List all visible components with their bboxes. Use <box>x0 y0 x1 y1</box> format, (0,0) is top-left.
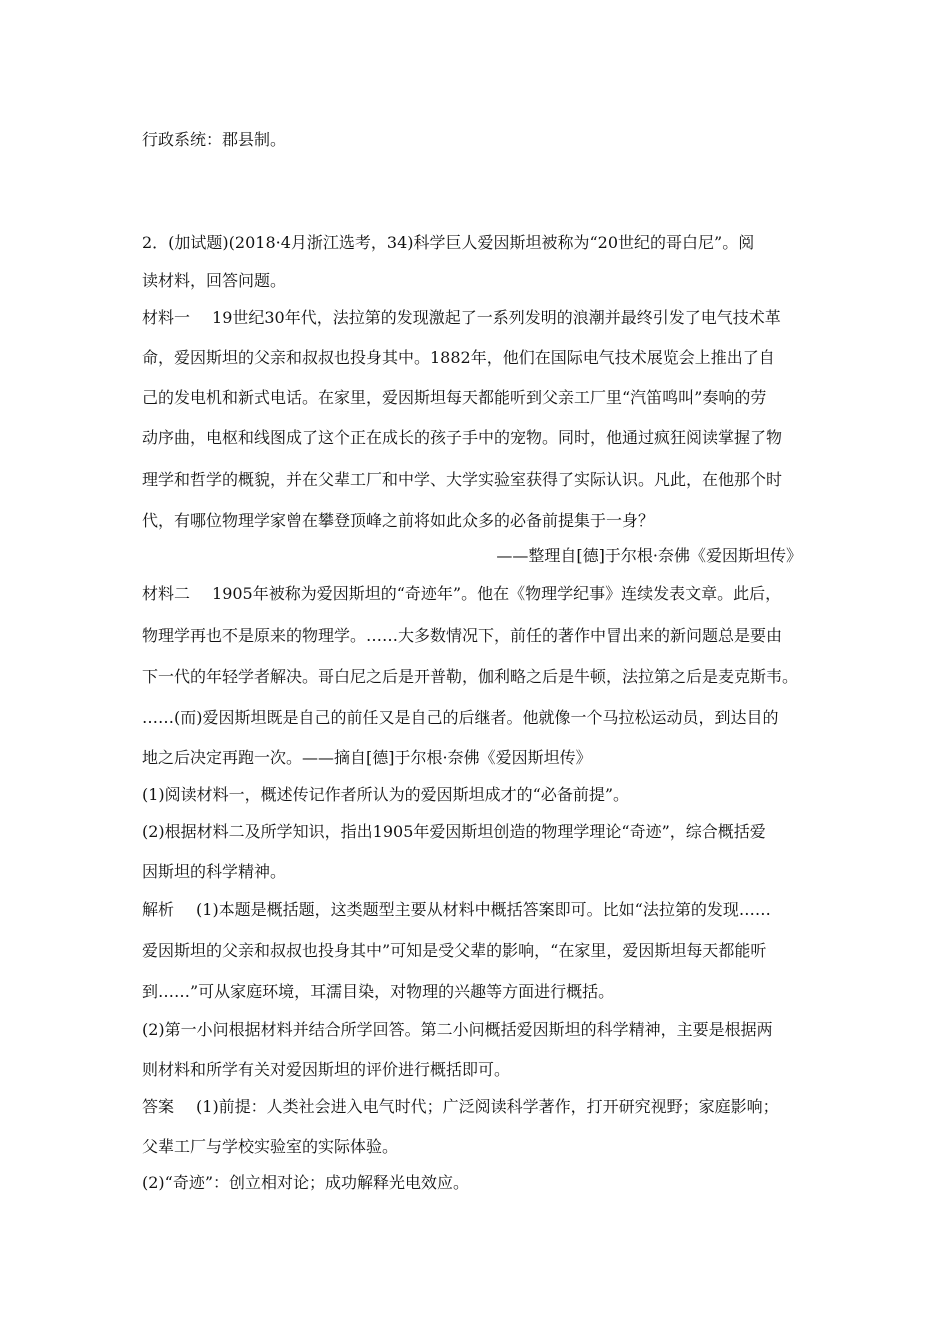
material-1-line: 理学和哲学的概貌，并在父辈工厂和中学、大学实验室获得了实际认识。凡此，在他那个时 <box>142 470 783 489</box>
question-2-stem: 2．(加试题)(2018·4月浙江选考，34)科学巨人爱因斯坦被称为“20世纪的哥白尼”。阅 <box>142 233 755 252</box>
material-1-first-line <box>142 308 781 328</box>
analysis-label: 解析 <box>142 900 175 919</box>
material-2-text: 1905年被称为爱因斯坦的“奇迹年”。他在《物理学纪事》连续发表文章。此后， <box>212 584 782 603</box>
analysis-line: (2)第一小问根据材料并结合所学回答。第二小问概括爱因斯坦的科学精神，主要是根据两 <box>142 1020 773 1039</box>
sub-question-2-cont: 因斯坦的科学精神。 <box>142 862 287 881</box>
material-2-line: 地之后决定再跑一次。——摘自[德]于尔根·奈佛《爱因斯坦传》 <box>142 748 592 767</box>
material-2-line: 下一代的年轻学者解决。哥白尼之后是开普勒，伽利略之后是牛顿，法拉第之后是麦克斯韦。 <box>142 667 799 686</box>
analysis-line: 则材料和所学有关对爱因斯坦的评价进行概括即可。 <box>142 1060 511 1079</box>
answer-first-line <box>142 1097 779 1117</box>
sub-question-2: (2)根据材料二及所学知识，指出1905年爱因斯坦创造的物理学理论“奇迹”，综合概括爱 <box>142 822 766 841</box>
answer-text: (1)前提：人类社会进入电气时代；广泛阅读科学著作，打开研究视野；家庭影响； <box>196 1097 779 1116</box>
analysis-first-line <box>142 900 771 920</box>
material-1-source: ——整理自[德]于尔根·奈佛《爱因斯坦传》 <box>496 546 802 565</box>
question-2-stem-cont: 读材料，回答问题。 <box>142 271 287 290</box>
sub-question-1: (1)阅读材料一，概述传记作者所认为的爱因斯坦成才的“必备前提”。 <box>142 785 630 804</box>
material-1-line: 命，爱因斯坦的父亲和叔叔也投身其中。1882年，他们在国际电气技术展览会上推出了自 <box>142 348 775 367</box>
material-1-line: 代，有哪位物理学家曾在攀登顶峰之前将如此众多的必备前提集于一身？ <box>142 511 655 530</box>
answer-line: (2)“奇迹”：创立相对论；成功解释光电效应。 <box>142 1173 470 1192</box>
text-line-administrative-system: 行政系统：郡县制。 <box>142 130 287 149</box>
material-2-first-line <box>142 584 781 604</box>
answer-line: 父辈工厂与学校实验室的实际体验。 <box>142 1137 399 1156</box>
analysis-text: (1)本题是概括题，这类题型主要从材料中概括答案即可。比如“法拉第的发现…… <box>196 900 771 919</box>
answer-label: 答案 <box>142 1097 175 1116</box>
analysis-line: 到……”可从家庭环境，耳濡目染，对物理的兴趣等方面进行概括。 <box>142 982 615 1001</box>
material-1-line: 动序曲，电枢和线图成了这个正在成长的孩子手中的宠物。同时，他通过疯狂阅读掌握了物 <box>142 428 783 447</box>
material-1-label: 材料一 <box>142 308 191 327</box>
material-2-line: 物理学再也不是原来的物理学。……大多数情况下，前任的著作中冒出来的新问题总是要由 <box>142 626 783 645</box>
material-2-line: ……(而)爱因斯坦既是自己的前任又是自己的后继者。他就像一个马拉松运动员，到达目的 <box>142 708 779 727</box>
analysis-line: 爱因斯坦的父亲和叔叔也投身其中”可知是受父辈的影响，“在家里，爱因斯坦每天都能听 <box>142 941 767 960</box>
material-1-text: 19世纪30年代，法拉第的发现激起了一系列发明的浪潮并最终引发了电气技术革 <box>212 308 781 327</box>
material-1-line: 己的发电机和新式电话。在家里，爱因斯坦每天都能听到父亲工厂里“汽笛鸣叫”奏响的劳 <box>142 388 767 407</box>
material-2-label: 材料二 <box>142 584 191 603</box>
